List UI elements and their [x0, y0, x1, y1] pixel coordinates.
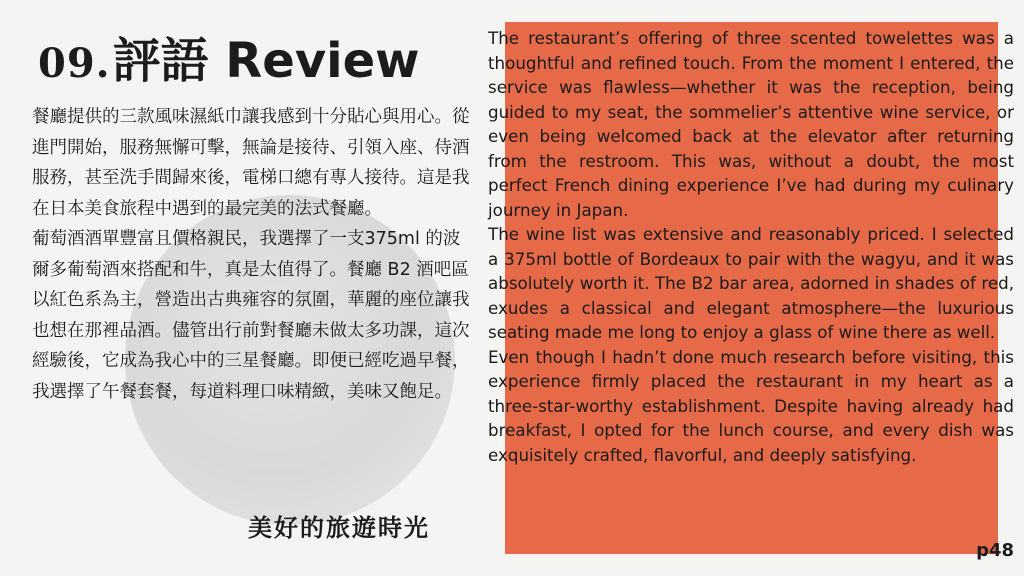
section-title: 評語 Review — [112, 33, 420, 89]
en-paragraph: The wine list was extensive and reasonably priced. I selected a 375ml bottle of Bordeaux to pair with the wagyu, and it was absolutely worth it. The B2 bar area, adorned in shades of red, exudes a classical and elegant atmosphere—the luxurious seating made me long to enjoy a glass of wine there as well. — [488, 224, 1014, 342]
page-number: p48 — [976, 540, 1014, 561]
en-paragraph: The restaurant’s offering of three scented towelettes was a thoughtful and refined touch. From the moment I entered, the service was flawless—whether it was the reception, being guided to my seat, the sommelier’s attentive wine service, or even being welcomed back at the elevator after returning from the restroom. This was, without a doubt, the most perfect French dining experience I’ve had during my culinary journey in Japan. — [488, 28, 1014, 220]
english-review-text — [488, 26, 1014, 467]
page-title — [38, 22, 419, 91]
zh-paragraph: 葡萄酒酒單豐富且價格親民，我選擇了一支375ml 的波爾多葡萄酒來搭配和牛，真是太值得了。餐廳 B2 酒吧區以紅色系為主，營造出古典雍容的氛圍，華麗的座位讓我也想在那裡品酒。儘管出行前對餐廳未做太多功課，這次經驗後，它成為我心中的三星餐廳。即便已經吃過早餐，我選擇了午餐套餐，每道料理口味精緻，美味又飽足。 — [32, 229, 470, 402]
section-number: 09. — [38, 40, 111, 87]
signature-caption: 美好的旅遊時光 — [248, 514, 430, 542]
en-paragraph: Even though I hadn’t done much research before visiting, this experience firmly placed the restaurant in my heart as a three-star-worthy establishment. Despite having already had breakfast, I opted for the lunch course, and every dish was exquisitely crafted, flavorful, and deeply satisfying. — [488, 346, 1014, 465]
chinese-review-text — [32, 102, 477, 407]
zh-paragraph: 餐廳提供的三款風味濕紙巾讓我感到十分貼心與用心。從進門開始，服務無懈可擊，無論是接待、引領入座、侍酒服務，甚至洗手間歸來後，電梯口總有專人接待。這是我在日本美食旅程中遇到的最完美的法式餐廳。 — [32, 107, 470, 219]
